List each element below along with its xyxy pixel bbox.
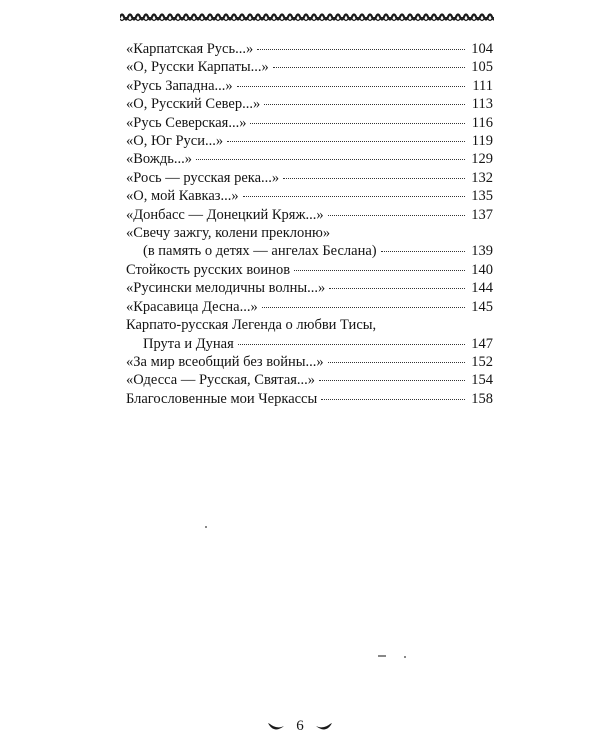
toc-page-number: 145 <box>471 298 493 315</box>
toc-entry-title: «Рось — русская река...» <box>126 169 280 186</box>
toc-entry-title: «О, Юг Руси...» <box>126 133 224 150</box>
toc-entry[interactable] <box>126 316 493 353</box>
toc-entry[interactable] <box>126 132 493 150</box>
toc-entry-subtitle: (в память о детях — ангелах Беслана) <box>143 243 377 260</box>
toc-page-number: 104 <box>471 41 493 57</box>
toc-entry[interactable] <box>126 187 493 205</box>
toc-page-number: 111 <box>472 77 493 94</box>
toc-entry[interactable] <box>126 40 493 58</box>
footer-left-flourish-icon <box>266 720 286 732</box>
toc-entry[interactable] <box>126 261 493 279</box>
toc-page-number: 135 <box>471 188 493 205</box>
toc-page-number: 144 <box>471 280 493 297</box>
toc-entry[interactable] <box>126 114 493 132</box>
toc-entry-title: «О, Русский Север...» <box>126 96 261 113</box>
toc-entry[interactable] <box>126 169 493 187</box>
toc-entry[interactable] <box>126 390 493 408</box>
toc-entry-title: «Донбасс — Донецкий Кряж...» <box>126 206 324 223</box>
dot-leader <box>243 196 465 197</box>
toc-entry[interactable] <box>126 150 493 168</box>
dot-leader <box>196 159 465 160</box>
toc-entry-title: «Русь Северская...» <box>126 114 247 131</box>
toc-page-number: 158 <box>471 390 493 407</box>
toc-entry-title: «Одесса — Русская, Святая...» <box>126 372 316 389</box>
print-speck <box>378 655 386 657</box>
toc-page-number: 140 <box>471 261 493 278</box>
toc-entry-title: Карпато-русская Легенда о любви Тисы, <box>126 317 377 334</box>
toc-entry-title: «Красавица Десна...» <box>126 298 258 315</box>
dot-leader <box>250 123 465 124</box>
dot-leader <box>319 380 465 381</box>
dot-leader <box>329 288 465 289</box>
dot-leader <box>328 362 465 363</box>
toc-page-number: 105 <box>471 59 493 76</box>
dot-leader <box>321 399 465 400</box>
toc-page-number: 139 <box>471 243 493 260</box>
page-footer <box>0 716 600 736</box>
toc-entry[interactable] <box>126 298 493 316</box>
toc-entry[interactable] <box>126 77 493 95</box>
toc-page-number: 137 <box>471 206 493 223</box>
dot-leader <box>273 67 465 68</box>
toc-entry-title: Благословенные мои Черкассы <box>126 390 318 407</box>
toc-entry[interactable] <box>126 206 493 224</box>
toc-entry-title: «О, мой Кавказ...» <box>126 188 239 205</box>
toc-entry[interactable] <box>126 95 493 113</box>
toc-entry-title: «Свечу зажгу, колени преклоню» <box>126 225 331 242</box>
toc-entry[interactable] <box>126 353 493 371</box>
toc-page-number: 119 <box>471 133 493 150</box>
dot-leader <box>381 251 465 252</box>
dot-leader <box>264 104 465 105</box>
decorative-wave-border <box>120 10 494 24</box>
dot-leader <box>227 141 465 142</box>
toc-entry-subtitle: Прута и Дуная <box>143 335 234 352</box>
toc-page-number: 147 <box>471 335 493 352</box>
page-number: 6 <box>296 717 304 734</box>
toc-entry-title: «Русь Западна...» <box>126 77 233 94</box>
toc-page-number: 152 <box>471 353 493 370</box>
toc-entry-title: «О, Русски Карпаты...» <box>126 59 269 76</box>
print-speck <box>205 526 207 528</box>
toc-entry[interactable] <box>126 279 493 297</box>
dot-leader <box>237 86 465 87</box>
toc-entry[interactable] <box>126 224 493 261</box>
table-of-contents <box>126 40 493 408</box>
toc-page-number: 129 <box>471 151 493 168</box>
toc-page-number: 116 <box>471 114 493 131</box>
dot-leader <box>257 49 465 50</box>
toc-page-number: 132 <box>471 169 493 186</box>
toc-entry-title: «За мир всеобщий без войны...» <box>126 353 324 370</box>
footer-right-flourish-icon <box>314 720 334 732</box>
toc-entry-title: Стойкость русских воинов <box>126 261 291 278</box>
dot-leader <box>294 270 465 271</box>
dot-leader <box>238 344 465 345</box>
toc-entry[interactable] <box>126 371 493 389</box>
toc-entry-title: «Русински мелодичны волны...» <box>126 280 326 297</box>
toc-entry-title: «Карпатская Русь...» <box>126 41 254 57</box>
print-speck <box>404 656 406 658</box>
toc-entry[interactable] <box>126 58 493 76</box>
toc-page-number: 154 <box>471 372 493 389</box>
toc-entry-title: «Вождь...» <box>126 151 192 168</box>
toc-page-number: 113 <box>471 96 493 113</box>
dot-leader <box>328 215 465 216</box>
dot-leader <box>262 307 465 308</box>
dot-leader <box>283 178 465 179</box>
